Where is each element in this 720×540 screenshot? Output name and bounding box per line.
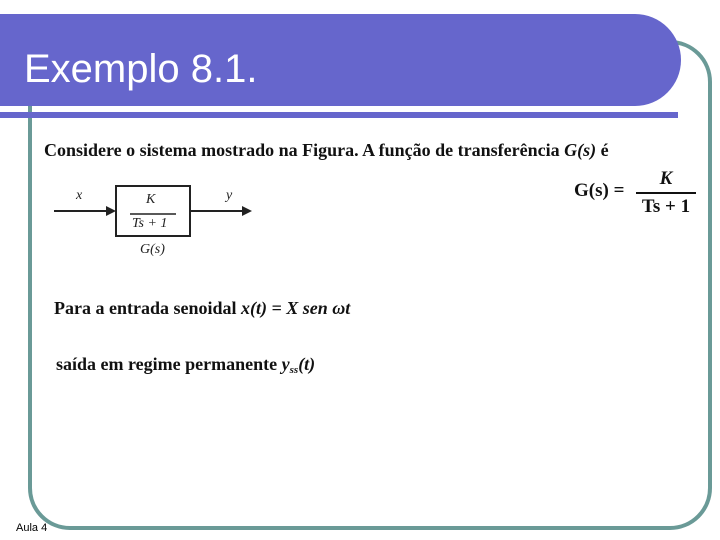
diagram-block-denominator: Ts + 1 xyxy=(132,216,168,231)
input-line xyxy=(54,298,350,319)
output-line-label: saída em regime permanente xyxy=(56,354,282,374)
output-line xyxy=(56,354,315,376)
tf-fraction xyxy=(636,168,696,218)
intro-symbol: G(s) xyxy=(564,140,597,160)
title-bar xyxy=(0,14,681,106)
input-expression xyxy=(241,298,350,318)
diagram-input-label: x xyxy=(76,188,83,203)
footer-label: Aula 4 xyxy=(16,522,48,534)
input-line-label: Para a entrada senoidal xyxy=(54,298,241,318)
intro-suffix: é xyxy=(596,140,609,160)
output-subscript: ss xyxy=(289,364,299,376)
intro-label: Considere o sistema mostrado na Figura. A função de transferência xyxy=(44,140,565,160)
output-symbol: y xyxy=(281,354,290,374)
input-expression-text: x(t) = X sen ωt xyxy=(241,298,351,318)
slide-title: Exemplo 8.1. xyxy=(24,47,258,91)
diagram-output-label: y xyxy=(226,188,233,203)
title-underline xyxy=(0,112,678,118)
tf-numerator: K xyxy=(659,168,673,189)
diagram-block-numerator: K xyxy=(146,192,156,207)
tf-lhs: G(s) = xyxy=(574,180,625,201)
block-diagram xyxy=(50,178,260,262)
diagram-block-caption: G(s) xyxy=(140,242,165,257)
output-arg: (t) xyxy=(298,354,316,374)
tf-fraction-bar xyxy=(636,192,696,194)
intro-text xyxy=(44,140,609,161)
tf-denominator: Ts + 1 xyxy=(641,196,691,217)
